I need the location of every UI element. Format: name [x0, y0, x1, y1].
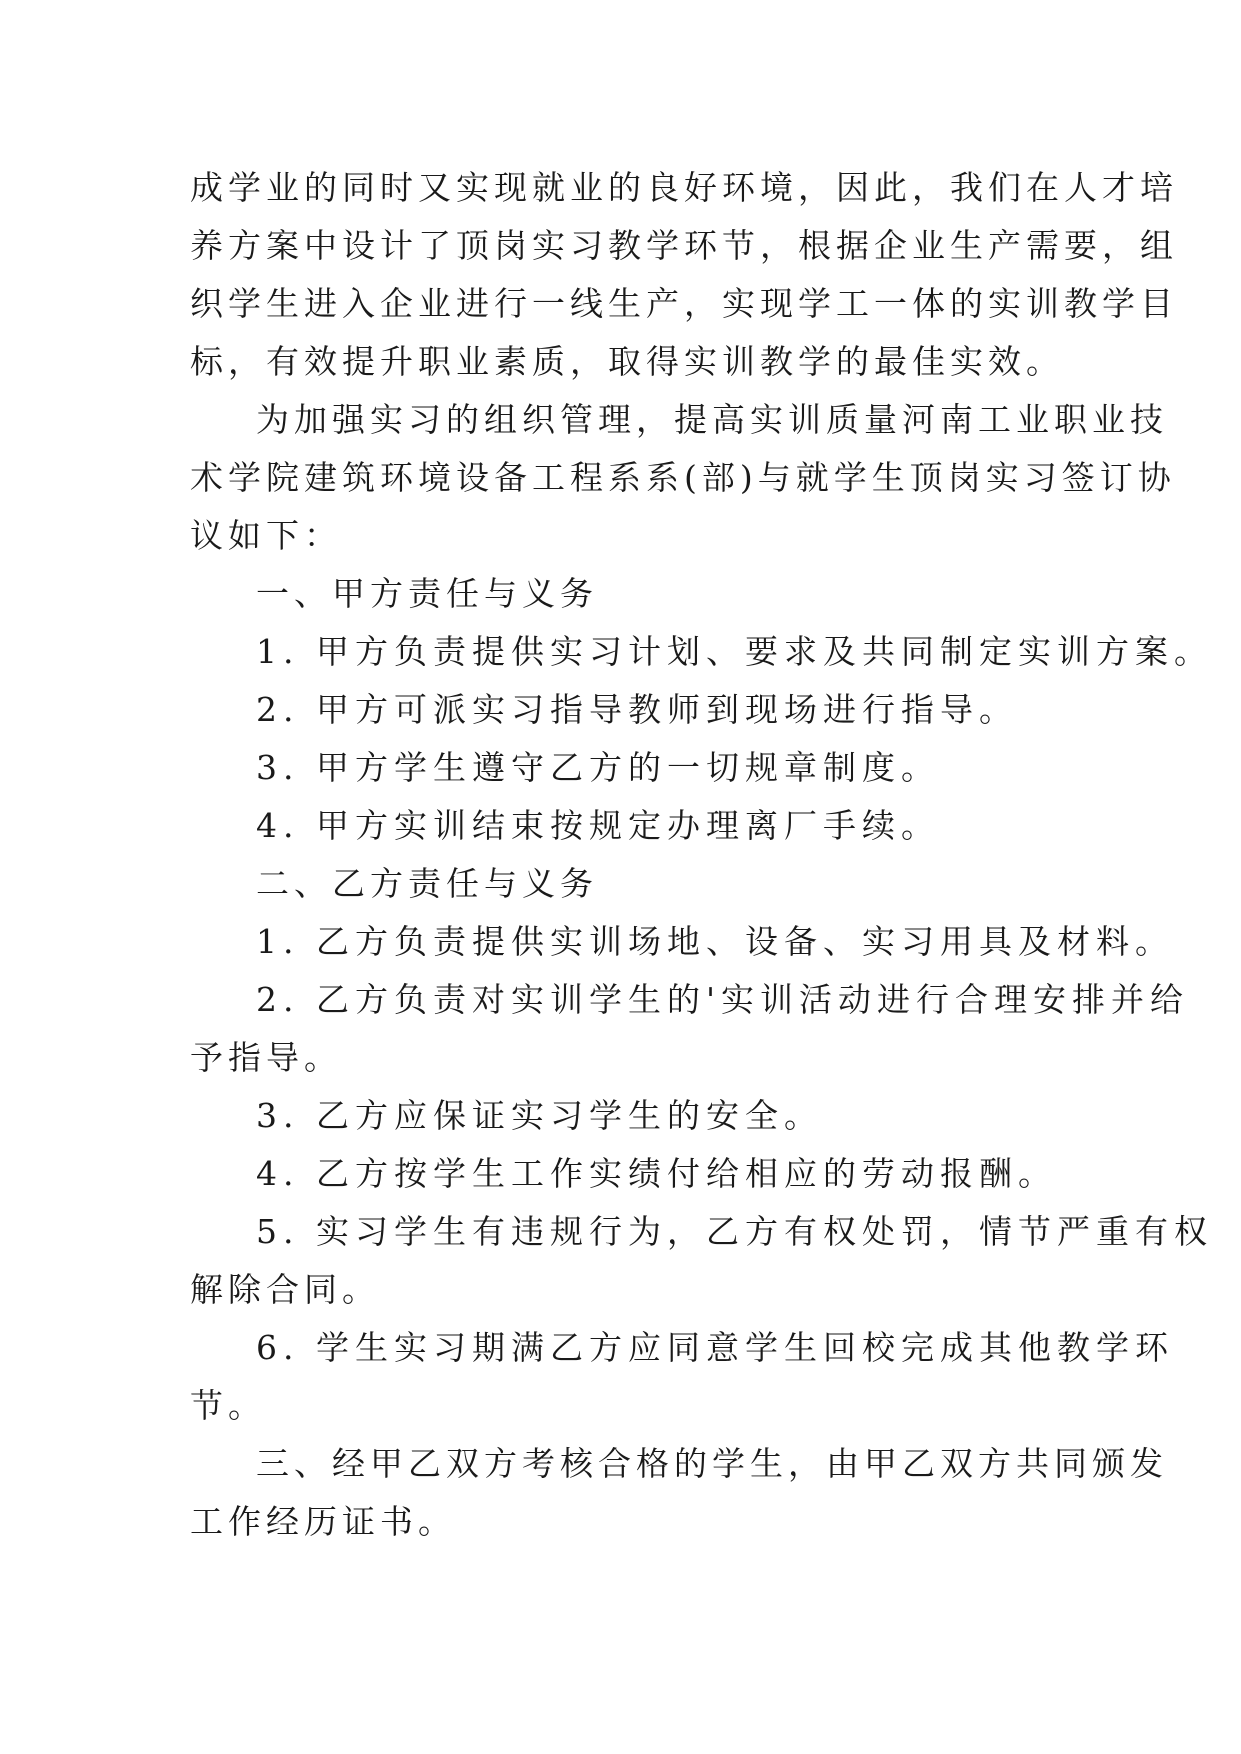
list-item: 4. 甲方实训结束按规定办理离厂手续。	[256, 806, 940, 845]
list-item-continuation: 节。	[190, 1386, 266, 1425]
list-item: 6. 学生实习期满乙方应同意学生回校完成其他教学环	[256, 1328, 1174, 1367]
list-item: 5. 实习学生有违规行为，乙方有权处罚，情节严重有权	[256, 1212, 1213, 1251]
section-heading: 三、经甲乙双方考核合格的学生，由甲乙双方共同颁发	[256, 1444, 1168, 1483]
list-item: 2. 乙方负责对实训学生的'实训活动进行合理安排并给	[256, 980, 1190, 1019]
list-item-continuation: 解除合同。	[190, 1270, 380, 1309]
paragraph-line: 议如下：	[190, 516, 342, 555]
paragraph-line: 术学院建筑环境设备工程系系(部)与就学生顶岗实习签订协	[190, 458, 1176, 497]
list-item: 3. 甲方学生遵守乙方的一切规章制度。	[256, 748, 940, 787]
paragraph-line: 成学业的同时又实现就业的良好环境，因此，我们在人才培	[190, 168, 1178, 207]
paragraph-line: 为加强实习的组织管理，提高实训质量河南工业职业技	[256, 400, 1168, 439]
list-item-continuation: 予指导。	[190, 1038, 342, 1077]
list-item: 1. 甲方负责提供实习计划、要求及共同制定实训方案。	[256, 632, 1213, 671]
section-heading: 二、乙方责任与义务	[256, 864, 598, 903]
paragraph-line: 工作经历证书。	[190, 1502, 456, 1541]
section-heading: 一、甲方责任与义务	[256, 574, 598, 613]
list-item: 2. 甲方可派实习指导教师到现场进行指导。	[256, 690, 1018, 729]
list-item: 3. 乙方应保证实习学生的安全。	[256, 1096, 823, 1135]
list-item: 1. 乙方负责提供实训场地、设备、实习用具及材料。	[256, 922, 1174, 961]
list-item: 4. 乙方按学生工作实绩付给相应的劳动报酬。	[256, 1154, 1057, 1193]
paragraph-line: 织学生进入企业进行一线生产，实现学工一体的实训教学目	[190, 284, 1178, 323]
paragraph-line: 养方案中设计了顶岗实习教学环节，根据企业生产需要，组	[190, 226, 1178, 265]
paragraph-line: 标，有效提升职业素质，取得实训教学的最佳实效。	[190, 342, 1064, 381]
